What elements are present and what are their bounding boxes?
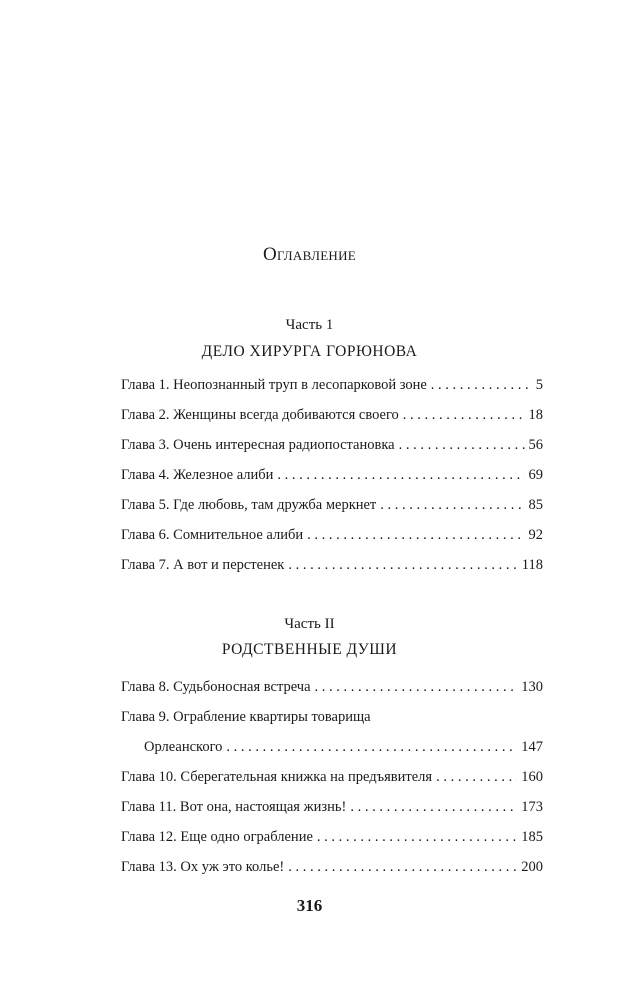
dot-leader: [317, 822, 517, 852]
chapter-title: Глава 10. Сберегательная книжка на предъявителя: [121, 769, 433, 785]
toc-entry[interactable]: [121, 672, 543, 702]
part-2-number: Часть II: [284, 616, 335, 632]
chapter-page: 92: [528, 527, 543, 543]
chapter-page: 69: [528, 467, 543, 483]
chapter-title: Глава 8. Судьбоносная встреча: [121, 679, 311, 695]
chapter-page: 200: [521, 859, 543, 875]
chapter-page: 18: [528, 407, 543, 423]
chapter-title: Глава 12. Еще одно ограбление: [121, 829, 313, 845]
toc-entry[interactable]: [121, 822, 543, 852]
toc-entry[interactable]: [121, 460, 543, 490]
toc-entry[interactable]: [121, 430, 543, 460]
toc-entry[interactable]: [121, 520, 543, 550]
chapter-title: Глава 13. Ох уж это колье!: [121, 859, 285, 875]
chapter-title: Глава 9. Ограбление квартиры товарища: [121, 709, 371, 725]
toc-entry[interactable]: [121, 370, 543, 400]
chapter-title: Глава 3. Очень интересная радиопостановка: [121, 437, 395, 453]
chapter-page: 185: [521, 829, 543, 845]
chapter-page: 173: [521, 799, 543, 815]
chapter-title: Глава 2. Женщины всегда добиваются своего: [121, 407, 399, 423]
dot-leader: [315, 672, 518, 702]
chapter-title: Глава 7. А вот и перстенек: [121, 557, 285, 573]
dot-leader: [307, 520, 524, 550]
dot-leader: [431, 370, 532, 400]
toc-entry[interactable]: [121, 400, 543, 430]
chapter-page: 160: [521, 769, 543, 785]
chapter-title: Глава 1. Неопознанный труп в лесопарковой зоне: [121, 377, 427, 393]
dot-leader: [277, 460, 524, 490]
dot-leader: [380, 490, 524, 520]
dot-leader: [288, 550, 517, 580]
dot-leader: [350, 792, 517, 822]
toc-entry[interactable]: [121, 490, 543, 520]
chapter-title: Глава 4. Железное алиби: [121, 467, 274, 483]
chapter-title: Глава 11. Вот она, настоящая жизнь!: [121, 799, 347, 815]
chapter-title: Глава 6. Сомнительное алиби: [121, 527, 304, 543]
part-1-chapter-list: [121, 370, 543, 580]
chapter-page: 56: [528, 437, 543, 453]
toc-entry[interactable]: [121, 792, 543, 822]
dot-leader: [403, 400, 525, 430]
chapter-page: 130: [521, 679, 543, 695]
dot-leader: [226, 732, 517, 762]
part-1-number: Часть 1: [285, 317, 334, 333]
chapter-page: 85: [528, 497, 543, 513]
page-number: 316: [296, 896, 323, 915]
dot-leader: [288, 852, 517, 882]
toc-entry[interactable]: [121, 550, 543, 580]
toc-entry[interactable]: [121, 852, 543, 882]
chapter-page: 147: [521, 739, 543, 755]
part-2-title: РОДСТВЕННЫЕ ДУШИ: [221, 641, 398, 658]
part-2-chapter-list: [121, 672, 543, 882]
chapter-page: 118: [521, 557, 543, 573]
dot-leader: [436, 762, 517, 792]
chapter-title-continuation: Орлеанского: [144, 739, 223, 755]
toc-entry[interactable]: [121, 762, 543, 792]
dot-leader: [399, 430, 525, 460]
chapter-page: 5: [535, 377, 543, 393]
toc-title: Оглавление: [262, 244, 357, 265]
part-1-title: ДЕЛО ХИРУРГА ГОРЮНОВА: [201, 343, 418, 360]
toc-entry[interactable]: [121, 702, 543, 762]
chapter-title: Глава 5. Где любовь, там дружба меркнет: [121, 497, 377, 513]
